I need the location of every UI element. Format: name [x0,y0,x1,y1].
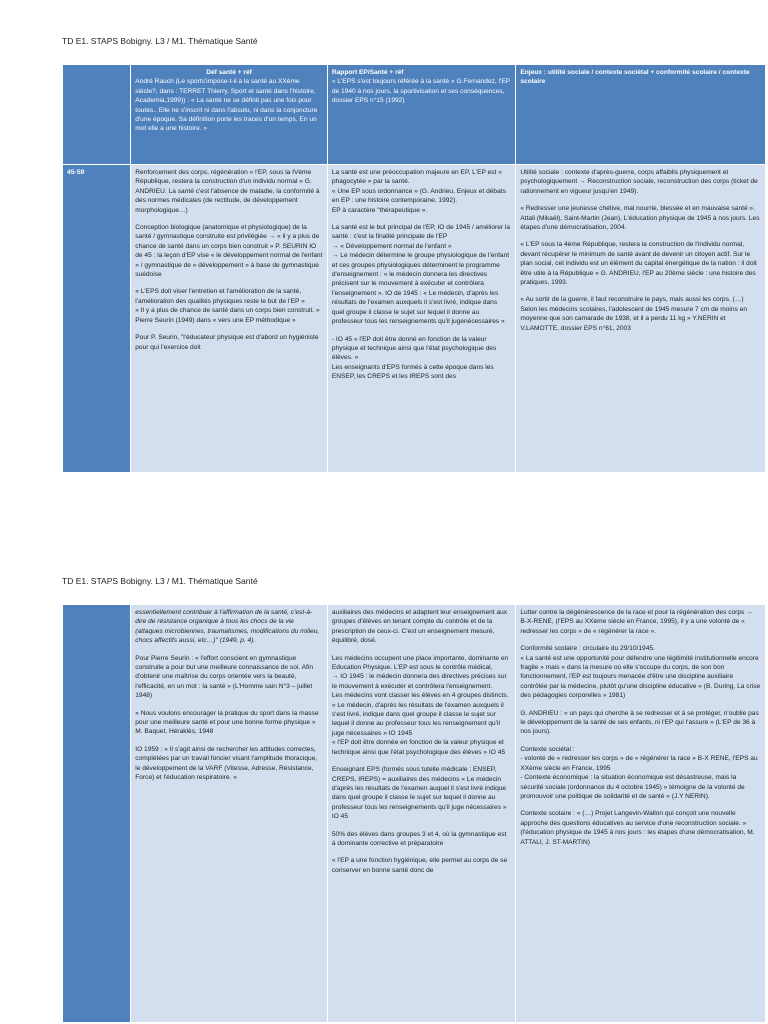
table-section-2 [62,604,766,1023]
table-row [63,605,766,1023]
header-period-cell [63,65,131,165]
paragraph: 50% des élèves dans groupes 3 et 4, où la gymnastique est à dominante corrective et préparatoire [331,830,507,847]
table-row [63,165,766,473]
period-cell [63,605,131,1023]
paragraph: « l'EP a une fonction hygiénique, elle permet au corps de se conserver en bonne santé donc de [331,857,508,874]
paragraph: Contexte sociétal : - volonté de « redresser les corps » de « régénérer la race » B-X RENE, l'EPS au XXème siècle en France, 1995 - Contexte économique : la situation économique est désastreuse, mais la sécurité sociale (ordonnance du 4 octobre 1945) » témoigne de la volonté de promouvoir une politique de solidarité et de santé » (J.Y NERIN). [520,745,758,800]
header-definition-title: Déf santé + réf [206,69,252,76]
header-relation-text: « L'EPS s'est toujours référée à la santé » G.Fernandez, l'EP de 1940 à nos jours, la sportivisation et ses conséquences, dossier EPS n°15 (1992) [331,78,510,105]
stakes-cell [516,605,766,1023]
paragraph: Les médecins occupent une place importante, dominante en Education Physique. L'EP est sous le contrôle médical, → IO 1945 : le médecin donnera des directives précises sur le mouvement à exécuter et contrôlera l'enseignement. Les médecins vont classer les élèves en 4 groupes distincts. « Le médecin, d'après les résultats de l'examen auxquels il s'est livré, indique dans quel groupe il classe le sujet sur lequel il donne au professeur tous les renseignement qu'il juge nécessaires » IO 1945 « l'EP doit être donnée en fonction de la valeur physique et technique ainsi que l'état psychologique des élèves » IO 45 [331,654,509,756]
paragraph: essentiellement contribuer à l'affirmation de la santé, c'est-à-dire de résistance organique à tous les chocs de la vie (attaques microbiennes, traumatismes, modifications du milieu, chocs affectifs aussi, etc…)" (1949, p. 4). [135,609,320,645]
paragraph: G. ANDRIEU : « un pays qui cherche à se redresser et à se protéger, n'oublie pas le développement de la santé de ses enfants, ni l'EP qui l'assure » (L'EP de 36 à nos jours). [520,709,759,736]
paragraph: « Redresser une jeunesse chétive, mal nourrie, blessée et en mauvaise santé ». Attali (Mikaël), Saint-Martin (Jean), L'éducation physique de 1945 à nos jours. Les étapes d'une démocratisation, 2004. [520,205,760,232]
header-relation-title: Rapport EP/Santé + réf [331,69,404,76]
table-header-row [63,65,766,165]
paragraph: Pour P. Seurin, "l'éducateur physique est d'abord un hygiéniste pour qui l'exercice doit [135,334,319,351]
relation-cell [327,165,515,473]
paragraph: Conformité scolaire : circulaire du 29/10/1945. « La santé est une opportunité pour défendre une légitimité institutionnelle encore fragile » mais « dans la mesure où elle s'occupe du corps, de son bon fonctionnement, l'EP est toujours menacée d'être une discipline auxiliaire contrôlée par la médecine, plutôt qu'une discipline éducative » (B. During, La crise des pédagogies corporelles » 1981) [520,645,761,700]
page-title-repeat: TD E1. STAPS Bobigny. L3 / M1. Thématique Santé [62,576,258,586]
paragraph: auxiliaires des médecins et adaptent leur enseignement aux groupes d'élèves en tenant compte du contrôle et de la prescription de ceux-ci. C'est un enseignement mesuré, équilibré, dosé. [331,609,508,645]
paragraph: - IO 45 « l'EP doit être donné en fonction de la valeur physique et technique ainsi que l'état psychologique des élèves. » Les enseignants d'EPS formés à cette époque dans les ENSEP, les CREPS et les IREPS sont des [331,335,497,381]
stakes-cell [516,165,766,473]
paragraph: Utilité sociale : contexte d'après-guerre, corps affaiblis physiquement et psychologiquement → Reconstruction sociale, reconstruction des corps (ticket de rationnement en vigueur jusqu'en 1949). [520,169,758,195]
header-stakes-title: Enjeux : utilité sociale / contexte sociétal + conformité scolaire / contexte scolaire [520,69,750,86]
header-relation-cell [327,65,515,165]
paragraph: IO 1959 : « Il s'agit ainsi de rechercher les attitudes correctes, complétées par un travail foncier visant l'amplitude thoracique, le développement de la VARF (Vitesse, Adresse, Résistance, Force) et l'éducation respiratoire. » [135,745,318,782]
paragraph: Conception biologique (anatomique et physiologique) de la santé / gymnastique construite est privilégiée → « il y a plus de chance de santé dans un corps bien construit » P. SEURIN IO de 45 : la leçon d'EP vise « le développement normal de l'enfant » / gymnastique de « développement » à base de gymnastique suédoise [135,224,323,279]
paragraph: Pour Pierre Seurin : « l'effort conscient en gymnastique construite a pour but une meilleure connaissance de soi. Afin d'obtenir une maîtrise du corps orientée vers la beauté, l'efficacité, en un mot : la santé » (L'Homme sain N°3 – juillet 1948) [135,654,314,700]
period-cell: 45-59 [63,165,131,473]
header-definition-text: André Rauch (Le sports'impose-t-il à la santé au XXème siècle?, dans : TERRET Thierry, Sport et santé dans l'histoire, Academia,1999)) : « La santé ne se définit pas une fois pour toutes.. Elle ne s'inscrit ni dans l'absolu, ni dans la conjoncture d'une époque. Sa définition porte les traces d'un temps. En un mot elle a une histoire. » [135,78,318,133]
table-section-1 [62,64,766,473]
paragraph: Lutter contre la dégénérescence de la race et pour la régénération des corps → B-X-RENE, (l'EPS au XXème siècle en France, 1995), il y a une volonté de « redresser les corps » de « régénérer la race ». [520,609,753,635]
paragraph: La santé est une préoccupation majeure en EP, L'EP est « phagocytée » par la santé. « Une EP sous ordonnance » (G. Andrieu, Enjeux et débats en EP : une histoire contemporaine, 1992). EP à caractère "thérapeutique ». [331,169,506,214]
paragraph: « L'EPS doit viser l'entretien et l'amélioration de la santé, l'amélioration des qualités physiques reste le but de l'EP » « Il y a plus de chance de santé dans un corps bien construit. » Pierre Seurin (1949) dans « vers une EP méthodique » [135,288,320,324]
paragraph: Renforcement des corps, régénération « l'EP, sous la IVème République, restera la construction d'un individu normal » G. ANDRIEU. La santé c'est l'absence de maladie, la conformité à des normes médicales (de rectitude, de développement morphologique…) [135,169,320,214]
paragraph: « Nous voulons encourager la pratique du sport dans la masse pour une meilleure santé et pour une bonne forme physique » M. Baquet, Héraklès, 1948 [135,709,319,736]
header-stakes-cell [516,65,766,165]
paragraph: « L'EP sous la 4ème République, restera la construction de l'individu normal, devant récupérer le minimum de santé avant de devenir un citoyen actif. Sur le plan social, cet individu est un élément du capital énergétique de la nation : il doit être utile à la République » G. ANDRIEU, l'EP au 20ème siècle : une histoire des pratiques, 1993. [520,241,757,287]
definition-cell [131,165,328,473]
definition-cell [131,605,328,1023]
paragraph: La santé est le but principal de l'EP, IO de 1945 / améliorer la santé : c'est la finalité principale de l'EP → « Développement normal de l'enfant » → Le médecin détermine le groupe physiologique de l'enfant et ces groupes physiologiques déterminent le programme d'enseignement : « le médecin donnera les directives précisent sur le mouvement à exécuter et contrôlera l'enseignement ». IO de 1945 : « Le médecin, d'après les résultats de l'examen auxquels il s'est livré, indique dans quel groupe il classe le sujet sur lequel il donne au professeur tous les renseignements qu'il jugenécessaires » [331,224,511,326]
paragraph: Enseignant EPS (formés sous tutelle médicale : ENSEP, CREPS, IREPS) = auxiliaires des médecins « Le médecin d'après les résultats de l'examen auquel il s'est livré indique dans quel groupe il classe le sujet sur lequel il donne au professeur tous les renseignements qu'il juge nécessaires » IO 45 [331,766,507,821]
paragraph: Contexte scolaire : « (…) Projet Langevin-Wallon qui conçoit une nouvelle approche des questions éducatives au service d'une reconstruction sociale. » (l'éducation physique de 1945 à nos jours : les étapes d'une démocratisation, M. ATTALI, J. ST-MARTIN) [520,810,755,846]
header-definition-cell [131,65,328,165]
paragraph: « Au sortir de la guerre, il faut reconstruire le pays, mais aussi les corps. (…) Selon les médecins scolaires, l'adolescent de 1945 mesure 7 cm de moins en moyenne que son camarade de 1938, et il a perdu 11 kg » Y.NERIN et V.LAMOTTE, dossier EPS n°61, 2003 [520,296,748,332]
page-title: TD E1. STAPS Bobigny. L3 / M1. Thématique Santé [62,36,258,46]
relation-cell [327,605,515,1023]
